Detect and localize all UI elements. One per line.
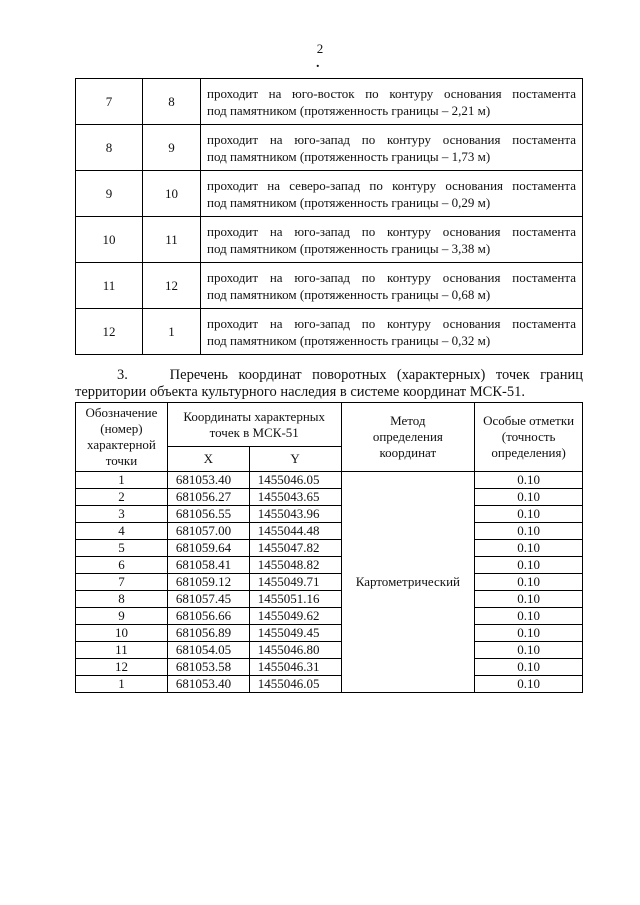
header-coordinates: Координаты характерных точек в МСК-51 <box>167 403 341 447</box>
boundary-description <box>201 125 583 171</box>
stray-dot: . <box>316 56 320 71</box>
coord-y: 1455046.05 <box>249 472 341 489</box>
accuracy: 0.10 <box>475 472 583 489</box>
coordinates-table <box>75 402 583 693</box>
boundary-row <box>76 171 583 217</box>
coord-x: 681059.64 <box>167 540 249 557</box>
to-point: 9 <box>143 125 201 171</box>
boundary-description-line-2: под памятником (протяженность границы – 3,38 м) <box>207 240 491 256</box>
boundary-row <box>76 79 583 125</box>
boundary-description-line-1: проходит на юго-запад по контуру основания постамента <box>207 269 576 285</box>
to-point: 12 <box>143 263 201 309</box>
coord-x: 681056.27 <box>167 489 249 506</box>
accuracy: 0.10 <box>475 489 583 506</box>
coord-y: 1455043.96 <box>249 506 341 523</box>
to-point: 1 <box>143 309 201 355</box>
boundary-description-line-1: проходит на юго-восток по контуру основания постамента <box>207 85 576 101</box>
point-number: 7 <box>76 574 168 591</box>
coord-x: 681056.66 <box>167 608 249 625</box>
section-heading <box>75 367 583 401</box>
coord-y: 1455046.05 <box>249 676 341 693</box>
point-number: 9 <box>76 608 168 625</box>
header-notes: Особые отметки (точность определения) <box>475 403 583 472</box>
point-number: 11 <box>76 642 168 659</box>
boundary-description-table <box>75 78 583 355</box>
table-row <box>76 659 583 676</box>
table-row <box>76 608 583 625</box>
point-number: 2 <box>76 489 168 506</box>
header-y: Y <box>249 447 341 472</box>
point-number: 8 <box>76 591 168 608</box>
point-number: 12 <box>76 659 168 676</box>
boundary-description-line-2: под памятником (протяженность границы – 0,32 м) <box>207 332 491 348</box>
boundary-description-line-2: под памятником (протяженность границы – 0,68 м) <box>207 286 491 302</box>
to-point: 10 <box>143 171 201 217</box>
table-row <box>76 472 583 489</box>
accuracy: 0.10 <box>475 574 583 591</box>
table-row <box>76 676 583 693</box>
boundary-description-line-1: проходит на юго-запад по контуру основания постамента <box>207 223 576 239</box>
coord-y: 1455048.82 <box>249 557 341 574</box>
accuracy: 0.10 <box>475 523 583 540</box>
header-method: Метод определения координат <box>341 403 475 472</box>
boundary-description <box>201 263 583 309</box>
table-row <box>76 642 583 659</box>
coord-y: 1455049.62 <box>249 608 341 625</box>
table-row <box>76 557 583 574</box>
boundary-description-line-2: под памятником (протяженность границы – 0,29 м) <box>207 194 491 210</box>
to-point: 11 <box>143 217 201 263</box>
accuracy: 0.10 <box>475 625 583 642</box>
point-number: 1 <box>76 676 168 693</box>
boundary-description-line-1: проходит на юго-запад по контуру основания постамента <box>207 315 576 331</box>
accuracy: 0.10 <box>475 676 583 693</box>
coord-y: 1455051.16 <box>249 591 341 608</box>
boundary-row <box>76 263 583 309</box>
method-value: Картометрический <box>341 472 475 693</box>
from-point: 12 <box>76 309 143 355</box>
point-number: 6 <box>76 557 168 574</box>
coord-x: 681053.40 <box>167 676 249 693</box>
boundary-description <box>201 217 583 263</box>
accuracy: 0.10 <box>475 659 583 676</box>
accuracy: 0.10 <box>475 642 583 659</box>
coord-y: 1455046.80 <box>249 642 341 659</box>
coord-x: 681056.55 <box>167 506 249 523</box>
table-row <box>76 574 583 591</box>
to-point: 8 <box>143 79 201 125</box>
coord-x: 681056.89 <box>167 625 249 642</box>
point-number: 4 <box>76 523 168 540</box>
table-row <box>76 591 583 608</box>
coord-x: 681057.00 <box>167 523 249 540</box>
coord-x: 681053.40 <box>167 472 249 489</box>
accuracy: 0.10 <box>475 540 583 557</box>
point-number: 10 <box>76 625 168 642</box>
boundary-description-line-2: под памятником (протяженность границы – 1,73 м) <box>207 148 491 164</box>
accuracy: 0.10 <box>475 557 583 574</box>
section-heading-line-2: территории объекта культурного наследия в системе координат МСК-51. <box>75 384 525 400</box>
coord-x: 681058.41 <box>167 557 249 574</box>
boundary-row <box>76 309 583 355</box>
from-point: 10 <box>76 217 143 263</box>
accuracy: 0.10 <box>475 506 583 523</box>
coord-y: 1455046.31 <box>249 659 341 676</box>
table-row <box>76 523 583 540</box>
table-row <box>76 625 583 642</box>
coord-x: 681053.58 <box>167 659 249 676</box>
header-designation: Обозначение (номер) характерной точки <box>76 403 168 472</box>
boundary-description-line-2: под памятником (протяженность границы – 2,21 м) <box>207 102 491 118</box>
boundary-description <box>201 171 583 217</box>
coord-y: 1455049.71 <box>249 574 341 591</box>
from-point: 8 <box>76 125 143 171</box>
coord-x: 681054.05 <box>167 642 249 659</box>
header-x: X <box>167 447 249 472</box>
page-number: 2 <box>316 41 324 56</box>
boundary-row <box>76 125 583 171</box>
coord-y: 1455047.82 <box>249 540 341 557</box>
table-row <box>76 506 583 523</box>
from-point: 11 <box>76 263 143 309</box>
from-point: 7 <box>76 79 143 125</box>
table-row <box>76 489 583 506</box>
boundary-row <box>76 217 583 263</box>
boundary-description <box>201 79 583 125</box>
point-number: 1 <box>76 472 168 489</box>
coord-y: 1455044.48 <box>249 523 341 540</box>
boundary-description-line-1: проходит на северо-запад по контуру основания постамента <box>207 177 576 193</box>
coord-y: 1455043.65 <box>249 489 341 506</box>
coord-y: 1455049.45 <box>249 625 341 642</box>
point-number: 3 <box>76 506 168 523</box>
accuracy: 0.10 <box>475 608 583 625</box>
table-row <box>76 540 583 557</box>
accuracy: 0.10 <box>475 591 583 608</box>
coord-x: 681057.45 <box>167 591 249 608</box>
coord-x: 681059.12 <box>167 574 249 591</box>
section-heading-line-1: 3. Перечень координат поворотных (характерных) точек границ <box>117 367 583 383</box>
boundary-description <box>201 309 583 355</box>
point-number: 5 <box>76 540 168 557</box>
from-point: 9 <box>76 171 143 217</box>
boundary-description-line-1: проходит на юго-запад по контуру основания постамента <box>207 131 576 147</box>
